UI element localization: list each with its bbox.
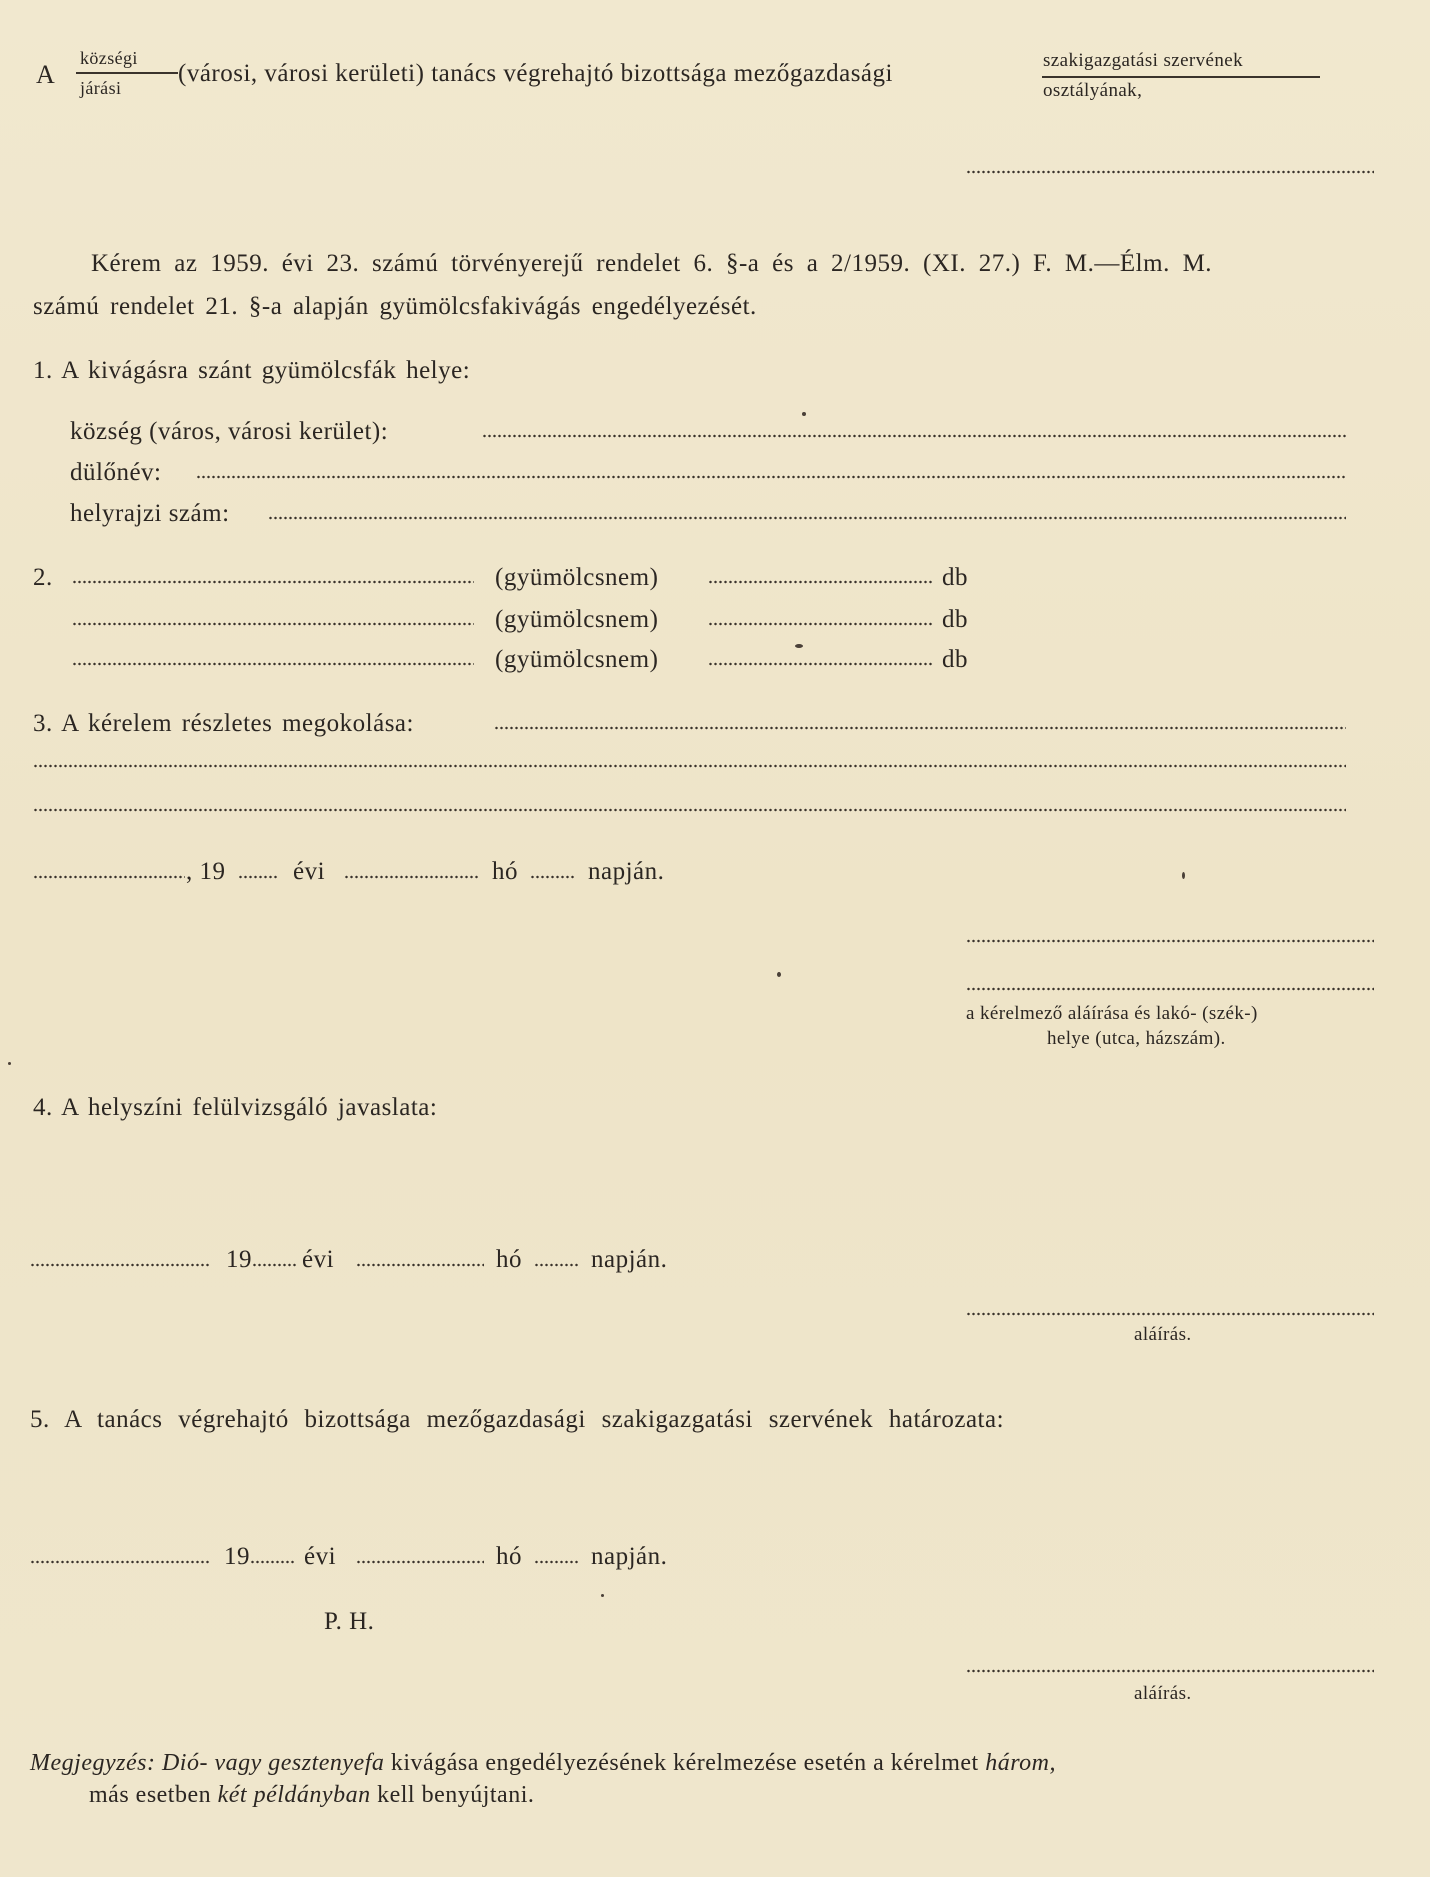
paper-speck xyxy=(777,972,781,977)
day-field-2[interactable] xyxy=(534,1263,580,1267)
fruit-count-field-1[interactable] xyxy=(72,580,474,584)
day-field-3[interactable] xyxy=(534,1560,580,1564)
date1-evi: évi xyxy=(293,858,326,885)
header-fraction-top: községi xyxy=(80,48,138,68)
kozseg-label: község (város, városi kerület): xyxy=(70,418,389,445)
place-field-1[interactable] xyxy=(33,875,185,879)
header-right-rule xyxy=(1042,76,1320,78)
helyrajzi-label: helyrajzi szám: xyxy=(70,500,230,527)
kozseg-field[interactable] xyxy=(482,434,1346,438)
note-line-2 xyxy=(89,1782,534,1809)
section4-year-prefix: 19 xyxy=(226,1246,252,1273)
intro-line-1: Kérem az 1959. évi 23. számú törvényerejű rendelet 6. §-a és a 2/1959. (XI. 27.) F. M.—Élm. M. xyxy=(91,250,1213,277)
section5-ho: hó xyxy=(496,1543,522,1570)
section-1-title: 1. A kivágásra szánt gyümölcsfák helye: xyxy=(33,357,471,384)
council-signature-caption: aláírás. xyxy=(1134,1683,1192,1704)
fruit-type-field-1[interactable] xyxy=(708,580,932,584)
header-middle: (városi, városi kerületi) tanács végrehajtó bizottsága mezőgazdasági xyxy=(178,60,893,87)
unit-db-3: db xyxy=(942,646,968,673)
unit-db-1: db xyxy=(942,564,968,591)
header-a: A xyxy=(36,60,56,89)
stamp-ph: P. H. xyxy=(324,1608,375,1635)
date1-ho: hó xyxy=(492,858,518,885)
year-field-2[interactable] xyxy=(252,1263,296,1267)
day-field-1[interactable] xyxy=(530,875,576,879)
fruit-type-label-3: (gyümölcsnem) xyxy=(495,646,659,673)
unit-db-2: db xyxy=(942,606,968,633)
paper-speck xyxy=(1182,872,1185,879)
section-4-title: 4. A helyszíni felülvizsgáló javaslata: xyxy=(33,1094,438,1121)
inspector-signature-caption: aláírás. xyxy=(1134,1324,1192,1345)
inspector-signature-line[interactable] xyxy=(966,1312,1374,1316)
month-field-1[interactable] xyxy=(344,875,478,879)
applicant-signature-caption-2: helye (utca, házszám). xyxy=(1047,1028,1226,1049)
fruit-type-field-2[interactable] xyxy=(708,622,932,626)
note-text-3: kell benyújtani. xyxy=(377,1782,535,1808)
applicant-signature-line-1[interactable] xyxy=(966,939,1374,943)
place-field-3[interactable] xyxy=(30,1560,210,1564)
reason-field-3[interactable] xyxy=(33,808,1346,812)
date1-napjan: napján. xyxy=(588,858,665,885)
council-signature-line[interactable] xyxy=(966,1669,1374,1673)
note-text-1: kivágása engedélyezésének kérelmezése esetén a kérelmet xyxy=(390,1750,979,1776)
note-ket: két példányban xyxy=(217,1782,371,1808)
section4-napjan: napján. xyxy=(591,1246,668,1273)
dulonev-field[interactable] xyxy=(196,475,1346,479)
month-field-3[interactable] xyxy=(356,1560,484,1564)
year-field-3[interactable] xyxy=(250,1560,294,1564)
fruit-type-label-1: (gyümölcsnem) xyxy=(495,564,659,591)
fruit-type-field-3[interactable] xyxy=(708,662,932,666)
paper-speck xyxy=(8,1062,11,1065)
reason-field-1[interactable] xyxy=(494,726,1346,730)
header-fraction-rule xyxy=(76,72,178,74)
paper-speck xyxy=(601,1594,604,1597)
section4-ho: hó xyxy=(496,1246,522,1273)
section-3-title: 3. A kérelem részletes megokolása: xyxy=(33,710,414,737)
paper-speck xyxy=(795,644,803,648)
header-right-top: szakigazgatási szervének xyxy=(1043,50,1244,71)
section5-evi: évi xyxy=(304,1543,337,1570)
paper-speck xyxy=(802,412,806,416)
helyrajzi-field[interactable] xyxy=(268,516,1346,520)
header-right-bottom: osztályának, xyxy=(1043,80,1143,101)
note-label: Megjegyzés: xyxy=(30,1750,156,1776)
section5-year-prefix: 19 xyxy=(224,1543,250,1570)
section-5-title: 5. A tanács végrehajtó bizottsága mezőgazdasági szakigazgatási szervének határozata: xyxy=(30,1406,1005,1433)
fruit-type-label-2: (gyümölcsnem) xyxy=(495,606,659,633)
note-harom: három, xyxy=(985,1750,1056,1776)
section5-napjan: napján. xyxy=(591,1543,668,1570)
date1-year-prefix: , 19 xyxy=(186,858,226,885)
office-line[interactable] xyxy=(966,170,1374,174)
header-fraction-bottom: járási xyxy=(80,78,122,98)
section4-evi: évi xyxy=(302,1246,335,1273)
intro-line-2: számú rendelet 21. §-a alapján gyümölcsfakivágás engedélyezését. xyxy=(33,293,757,320)
fruit-count-field-3[interactable] xyxy=(72,662,474,666)
dulonev-label: dülőnév: xyxy=(70,459,162,486)
note-trees: Dió- vagy gesztenyefa xyxy=(161,1750,385,1776)
note-line-1 xyxy=(30,1750,1056,1777)
fruit-count-field-2[interactable] xyxy=(72,622,474,626)
month-field-2[interactable] xyxy=(356,1263,484,1267)
note-text-2: más esetben xyxy=(89,1782,212,1808)
applicant-signature-caption-1: a kérelmező aláírása és lakó- (szék-) xyxy=(966,1003,1258,1024)
reason-field-2[interactable] xyxy=(33,764,1346,768)
place-field-2[interactable] xyxy=(30,1263,210,1267)
applicant-signature-line-2[interactable] xyxy=(966,987,1374,991)
section-2-number: 2. xyxy=(33,564,53,591)
year-field-1[interactable] xyxy=(238,875,278,879)
